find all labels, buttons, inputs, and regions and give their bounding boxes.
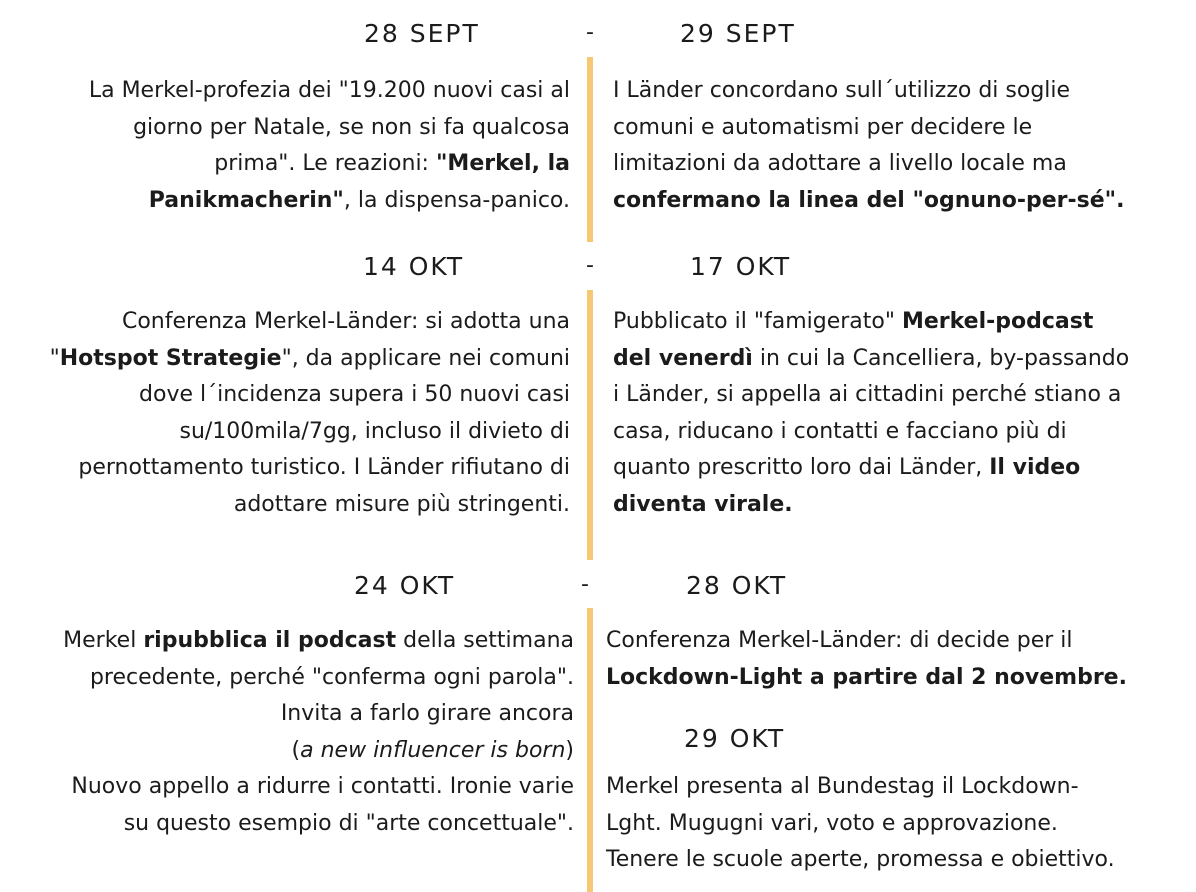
event-text-14-okt (50, 304, 570, 523)
text-line (50, 377, 570, 414)
event-text-28-sept (89, 73, 570, 219)
event-text-28-okt (606, 623, 1127, 696)
text-line (606, 660, 1127, 697)
text-line (613, 341, 1129, 378)
text-line (50, 304, 570, 341)
text-line (606, 806, 1115, 843)
text-run: quanto prescritto loro dai Länder, (613, 455, 990, 480)
text-line (50, 487, 570, 524)
text-line (63, 623, 574, 660)
text-run: Conferenza Merkel-Länder: si adotta una (121, 309, 570, 334)
text-run: Pubblicato il "famigerato" (613, 309, 902, 334)
text-line (50, 450, 570, 487)
date-left-14-okt: 14 OKT (363, 252, 465, 281)
text-run: ) (565, 737, 574, 763)
date-right-29-okt: 29 OKT (684, 724, 786, 753)
bold-text: diventa virale. (613, 491, 793, 517)
text-line (63, 769, 574, 806)
bold-text: Panikmacherin" (148, 187, 344, 213)
bold-text: confermano la linea del "ognuno-per-sé". (613, 187, 1125, 213)
text-line (613, 146, 1125, 183)
date-separator: - (581, 572, 589, 597)
text-run: precedente, perché "conferma ogni parola". (89, 664, 574, 690)
text-line (613, 183, 1125, 220)
text-line (89, 73, 570, 110)
date-right-29-sept: 29 SEPT (680, 19, 796, 48)
text-line (606, 769, 1115, 806)
text-line (613, 414, 1129, 451)
bold-text: ripubblica il podcast (143, 628, 397, 653)
text-run: ( (291, 737, 301, 763)
event-text-29-okt (606, 769, 1115, 879)
bold-text: del venerdì (613, 345, 753, 371)
bold-text: Merkel-podcast (901, 309, 1094, 334)
text-run: Tenere le scuole aperte, promessa e obiettivo. (606, 847, 1115, 872)
text-line (613, 304, 1129, 341)
text-run: casa, riducano i contatti e facciano più di (613, 418, 1067, 444)
bold-text: Lockdown-Light a partire dal 2 novembre. (606, 664, 1127, 690)
text-run: Merkel presenta al Bundestag il Lockdown- (606, 774, 1079, 799)
italic-text: a new influencer is born (300, 737, 566, 763)
timeline-bar (587, 57, 593, 242)
event-text-29-sept (613, 73, 1125, 219)
event-text-24-okt (63, 623, 574, 842)
text-line (63, 733, 574, 770)
text-run: I Länder concordano sull´utilizzo di soglie (613, 78, 1071, 103)
text-run: comuni e automatismi per decidere le (613, 114, 1033, 140)
text-line (89, 183, 570, 220)
date-separator: - (586, 20, 594, 45)
text-line (613, 450, 1129, 487)
bold-text: Hotspot Strategie (59, 345, 282, 371)
text-run: prima". Le reazioni: (214, 151, 436, 176)
text-line (63, 660, 574, 697)
text-line (50, 414, 570, 451)
text-run: i Länder, si appella ai cittadini perché stiano a (613, 382, 1122, 407)
text-run: " (49, 345, 60, 371)
text-run: , la dispensa-panico. (343, 187, 570, 213)
date-right-28-okt: 28 OKT (686, 571, 788, 600)
text-line (613, 487, 1129, 524)
text-line (606, 623, 1127, 660)
text-run: limitazioni da adottare a livello locale ma (613, 151, 1067, 176)
text-run: ", da applicare nei comuni (281, 345, 570, 371)
text-run: dove l´incidenza supera i 50 nuovi casi (139, 382, 570, 407)
text-run: Nuovo appello a ridurre i contatti. Ironie varie (71, 774, 574, 799)
text-line (63, 806, 574, 843)
text-run: su questo esempio di "arte concettuale". (123, 810, 574, 836)
text-run: Conferenza Merkel-Länder: di decide per il (606, 628, 1073, 653)
date-left-28-sept: 28 SEPT (364, 19, 480, 48)
bold-text: "Merkel, la (435, 151, 570, 176)
timeline-bar (587, 608, 593, 892)
text-run: in cui la Cancelliera, by-passando (752, 345, 1130, 371)
text-line (50, 341, 570, 378)
text-line (89, 146, 570, 183)
date-right-17-okt: 17 OKT (690, 252, 792, 281)
text-line (613, 377, 1129, 414)
text-run: giorno per Natale, se non si fa qualcosa (133, 114, 570, 140)
text-line (63, 696, 574, 733)
text-line (613, 110, 1125, 147)
text-run: adottare misure più stringenti. (233, 491, 570, 517)
text-run: Invita a farlo girare ancora (280, 701, 574, 726)
timeline-bar (587, 290, 593, 560)
text-run: La Merkel-profezia dei "19.200 nuovi casi al (88, 78, 570, 103)
event-text-17-okt (613, 304, 1129, 523)
text-line (606, 842, 1115, 879)
text-run: Merkel (63, 628, 144, 653)
text-line (89, 110, 570, 147)
text-run: pernottamento turistico. I Länder rifiutano di (78, 455, 570, 480)
date-left-24-okt: 24 OKT (354, 571, 456, 600)
date-separator: - (586, 253, 594, 278)
bold-text: Il video (989, 455, 1081, 480)
text-run: su/100mila/7gg, incluso il divieto di (179, 418, 570, 444)
text-line (613, 73, 1125, 110)
text-run: della settimana (396, 628, 574, 653)
text-run: Lght. Mugugni vari, voto e approvazione. (606, 810, 1058, 836)
